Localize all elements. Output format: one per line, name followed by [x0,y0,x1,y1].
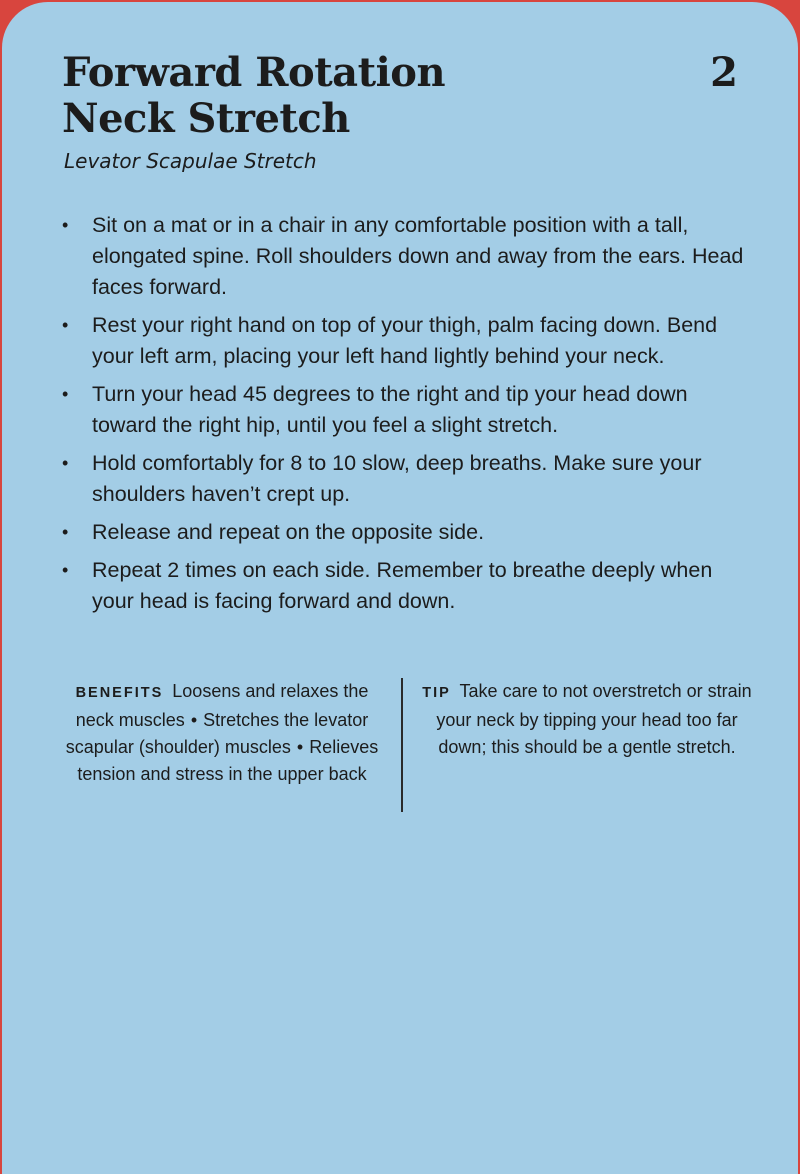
benefit-item: Relieves tension and stress in the upper back [77,737,379,784]
bullet-separator-icon: • [296,737,304,757]
instruction-text: Hold comfortably for 8 to 10 slow, deep breaths. Make sure your shoulders haven’t crept up. [92,451,702,506]
column-divider [401,678,403,812]
bullet-icon: • [62,315,69,335]
benefit-item: Loosens and relaxes the neck muscles [75,681,369,730]
instruction-item [62,517,752,548]
instruction-text: Sit on a mat or in a chair in any comfortable position with a tall, elongated spine. Roll shoulders down and away from the ears. Head faces forward. [92,213,744,299]
card-title-line-1: Forward Rotation [62,49,446,96]
benefits-section [62,678,382,788]
instruction-item [62,379,752,441]
tip-section [422,678,752,761]
instruction-item [62,210,752,303]
card-title [62,50,622,142]
instruction-text: Rest your right hand on top of your thigh, palm facing down. Bend your left arm, placing your left hand lightly behind your neck. [92,313,718,368]
bullet-icon: • [62,215,69,235]
benefit-item: Stretches the levator scapular (shoulder) muscles [65,710,369,757]
instruction-item [62,310,752,372]
instruction-list [62,210,752,624]
tip-label: TIP [422,685,451,701]
instruction-text: Release and repeat on the opposite side. [92,520,485,544]
bullet-icon: • [62,384,69,404]
instruction-item [62,448,752,510]
bullet-separator-icon: • [190,710,198,730]
instruction-text: Repeat 2 times on each side. Remember to breathe deeply when your head is facing forward and down. [92,558,713,613]
card-subtitle: Levator Scapulae Stretch [64,149,317,173]
card-number: 2 [710,49,738,96]
tip-text: Take care to not overstretch or strain your neck by tipping your head too far down; this should be a gentle stretch. [436,681,752,757]
exercise-card [2,2,798,1174]
bullet-icon: • [62,453,69,473]
benefits-label: BENEFITS [75,685,164,701]
instruction-text: Turn your head 45 degrees to the right and tip your head down toward the right hip, until you feel a slight stretch. [92,382,688,437]
card-title-line-2: Neck Stretch [62,95,350,142]
card-footer [62,678,752,812]
bullet-icon: • [62,560,69,580]
instruction-item [62,555,752,617]
bullet-icon: • [62,522,69,542]
